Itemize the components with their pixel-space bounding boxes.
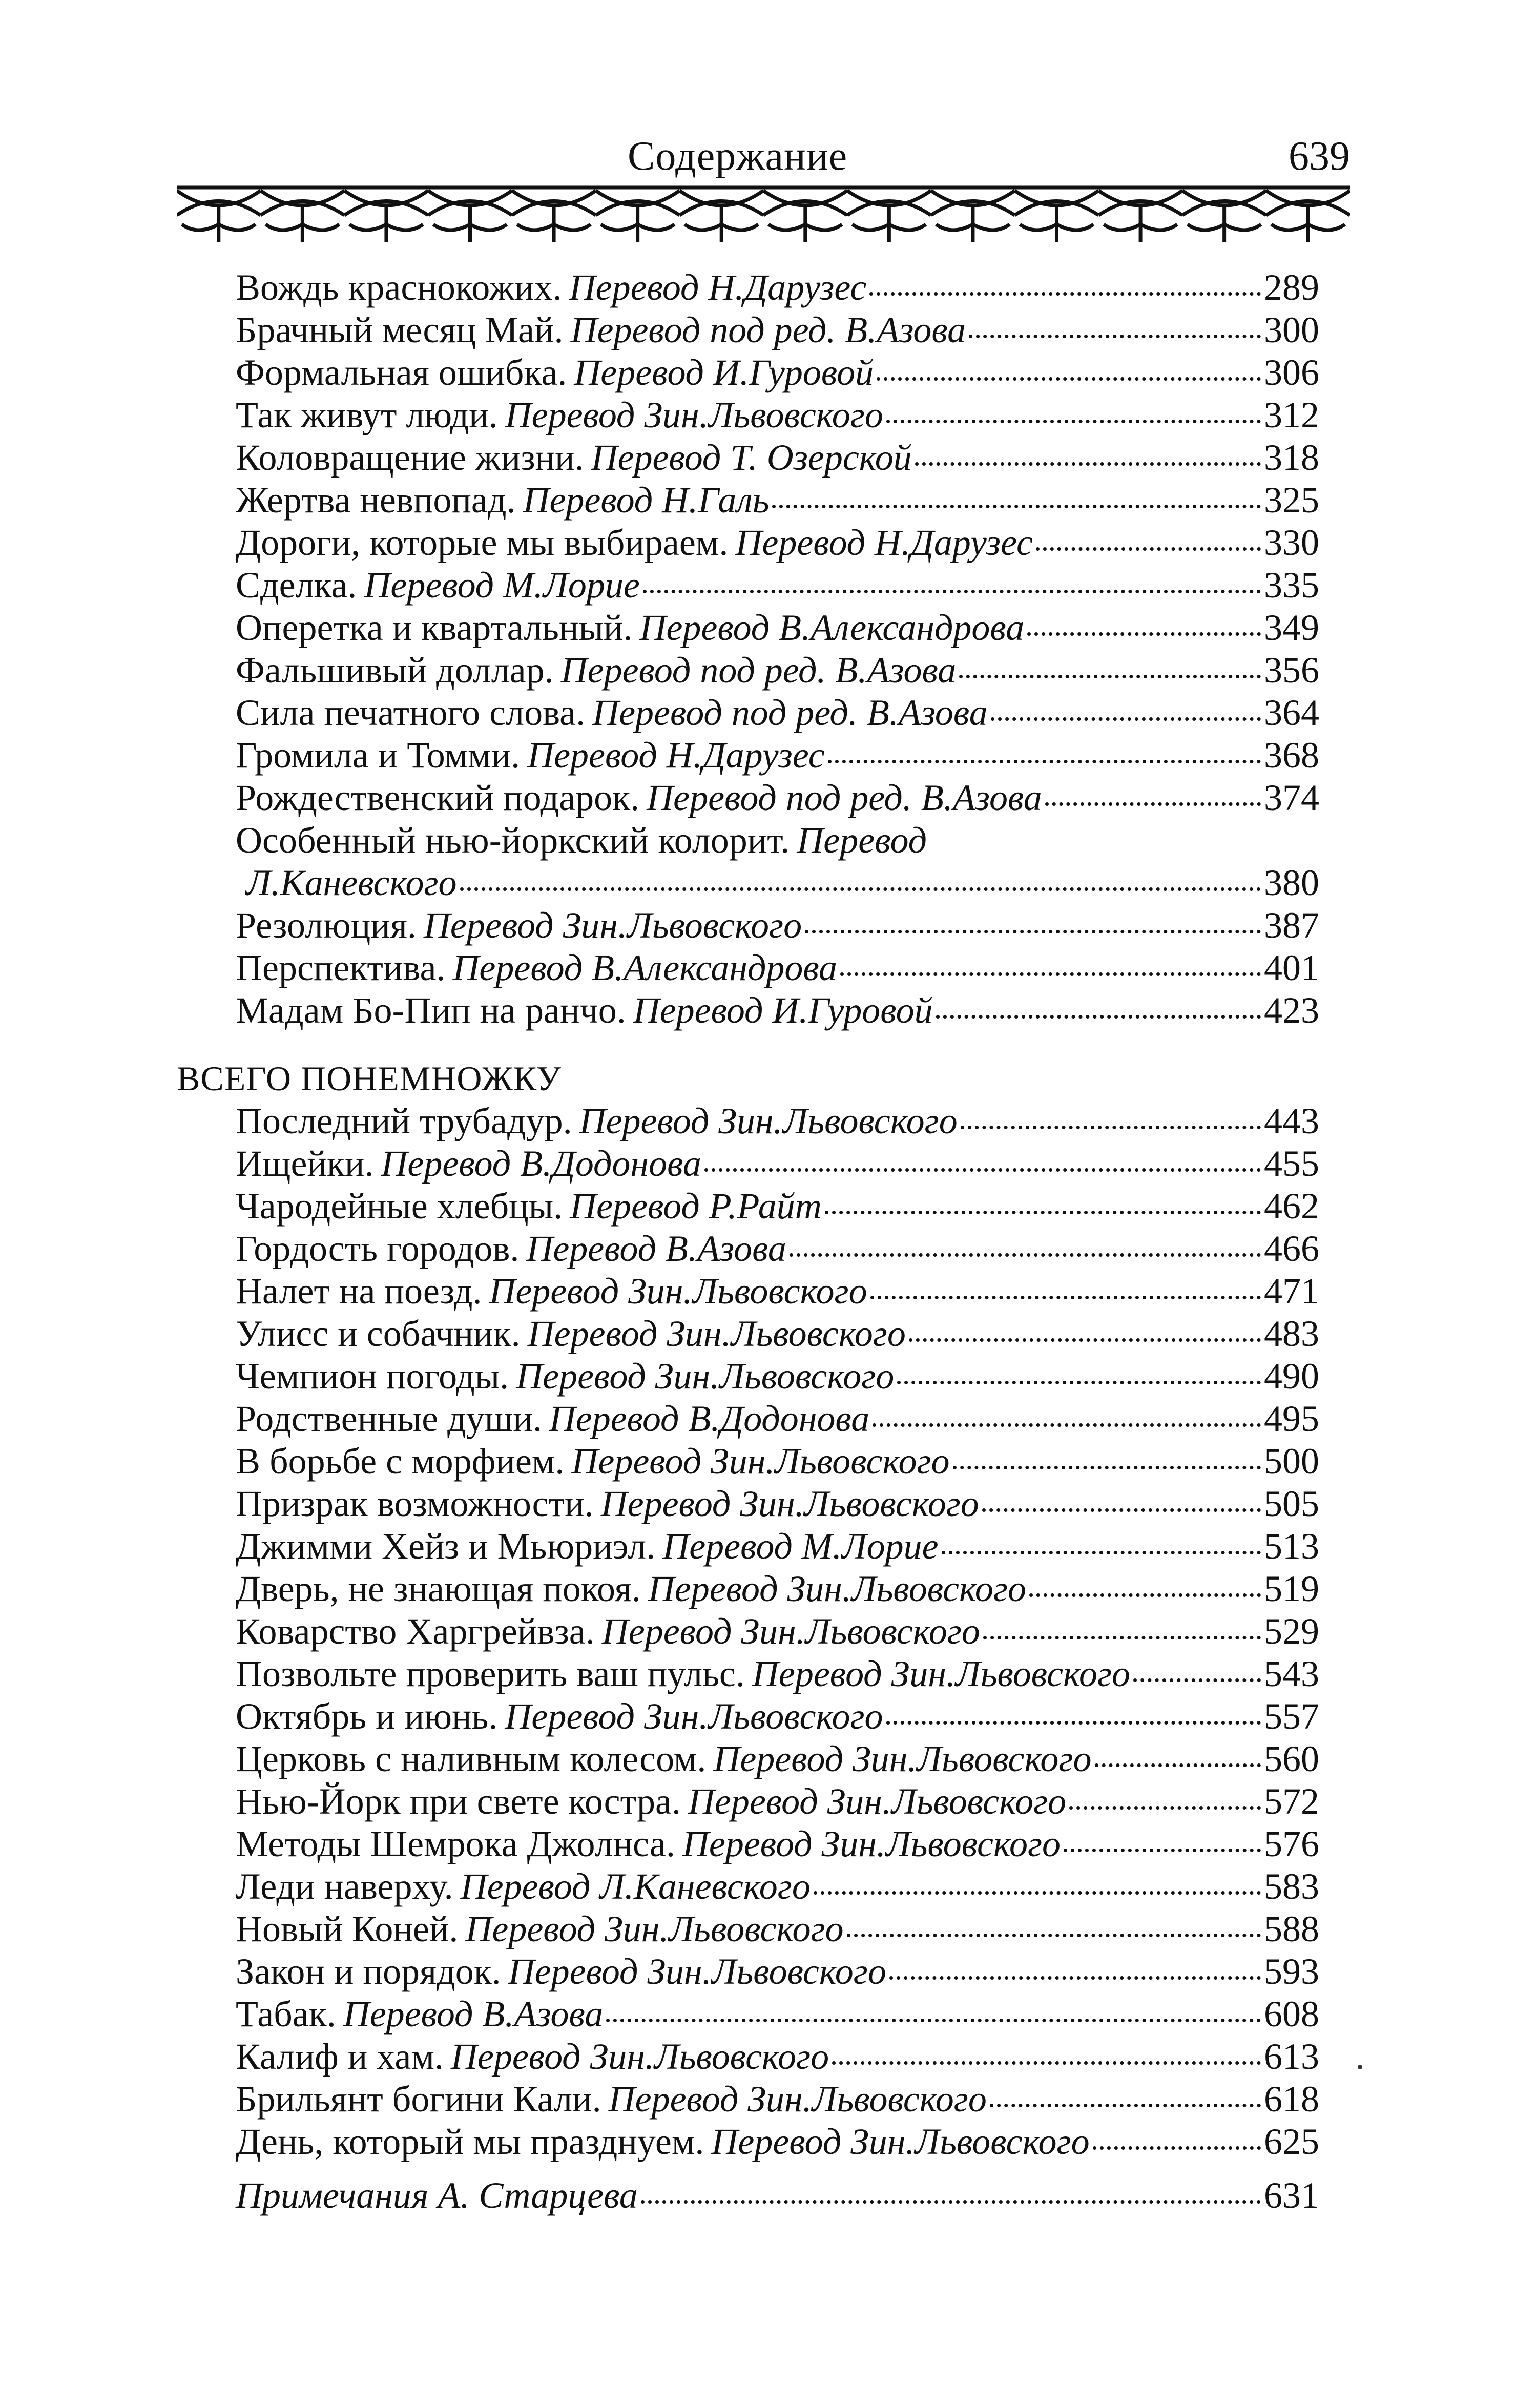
toc-entry-notes: [236, 2174, 1319, 2217]
entry-title: Гордость городов.: [236, 1228, 520, 1269]
toc-entry: [236, 1865, 1319, 1908]
leader-dots: [936, 1015, 1261, 1019]
entry-translator: Перевод Зин.Львовского: [688, 1781, 1067, 1822]
entry-translator: Перевод Зин.Львовского: [608, 2079, 987, 2120]
toc-entry: [236, 989, 1319, 1032]
entry-title: Октябрь и июнь.: [236, 1696, 498, 1737]
leader-dots: [869, 292, 1261, 296]
entry-translator: Перевод В.Додонова: [549, 1398, 870, 1439]
leader-dots: [982, 1508, 1261, 1512]
toc-entry-multiline-continuation: [246, 862, 1319, 904]
entry-page: 356: [1264, 650, 1319, 691]
leader-dots: [889, 1976, 1261, 1980]
leader-dots: [909, 1338, 1261, 1342]
leader-dots: [643, 590, 1261, 593]
toc-entry: [236, 1908, 1319, 1950]
entry-translator: Перевод В.Додонова: [381, 1143, 701, 1184]
entry-page: 543: [1264, 1653, 1319, 1694]
leader-dots: [877, 377, 1261, 381]
entry-title: Рождественский подарок.: [236, 777, 640, 818]
entry-translator: Перевод под ред. В.Азова: [592, 692, 988, 733]
entry-translator: Перевод Зин.Львовского: [648, 1568, 1026, 1609]
toc-entry: [236, 1780, 1319, 1823]
toc-entry: [236, 1228, 1319, 1270]
entry-translator: Перевод И.Гуровой: [574, 352, 874, 393]
entry-title: Особенный нью-йоркский колорит.: [236, 820, 790, 861]
entry-page: 443: [1264, 1101, 1319, 1141]
entry-page: 560: [1264, 1738, 1319, 1779]
leader-dots: [772, 505, 1261, 508]
entry-translator: Перевод Н.Дарузес: [735, 522, 1033, 563]
entry-page: 618: [1264, 2079, 1319, 2120]
entry-page: 513: [1264, 1526, 1319, 1567]
toc-entry: [236, 1185, 1319, 1228]
entry-translator: Перевод Л.Каневского: [460, 1866, 811, 1907]
entry-page: 588: [1264, 1908, 1319, 1949]
entry-page: 318: [1264, 437, 1319, 478]
entry-title: Коловращение жизни.: [236, 437, 584, 478]
entry-page: 374: [1264, 777, 1319, 818]
entry-translator: Перевод Зин.Львовского: [601, 1611, 980, 1652]
entry-page: 471: [1264, 1271, 1319, 1312]
entry-title: Джимми Хейз и Мьюриэл.: [236, 1526, 656, 1567]
toc-entry: [236, 1653, 1319, 1695]
entry-title: День, который мы празднуем.: [236, 2121, 704, 2162]
leader-dots: [897, 1381, 1261, 1384]
toc-entry: [236, 564, 1319, 607]
entry-translator: Перевод Зин.Львовского: [579, 1101, 958, 1141]
entry-translator: Перевод В.Александрова: [452, 947, 838, 988]
running-title: Содержание: [628, 134, 848, 179]
entry-translator: Перевод Зин.Львовского: [711, 2121, 1090, 2162]
toc-entry: [236, 1440, 1319, 1483]
toc-entry: [236, 1738, 1319, 1780]
leader-dots: [1095, 1763, 1261, 1767]
leader-dots: [990, 2104, 1261, 2107]
entry-page: 380: [1264, 862, 1319, 903]
entry-page: 625: [1264, 2121, 1319, 2162]
entry-page: 500: [1264, 1441, 1319, 1482]
entry-title: Коварство Харгрейвза.: [236, 1611, 595, 1652]
leader-dots: [641, 2200, 1261, 2204]
leader-dots: [805, 930, 1261, 933]
leader-dots: [828, 760, 1261, 763]
entry-translator: Перевод под ред. В.Азова: [570, 309, 966, 350]
leader-dots: [1036, 547, 1261, 551]
entry-page: 306: [1264, 352, 1319, 393]
entry-page: 529: [1264, 1611, 1319, 1652]
entry-translator: Перевод: [797, 820, 927, 861]
leader-dots: [915, 462, 1261, 466]
entry-page: 387: [1264, 905, 1319, 946]
leader-dots: [704, 1168, 1261, 1172]
page-number: 639: [1289, 134, 1350, 179]
notes-title: Примечания А. Старцева: [236, 2175, 638, 2216]
toc-entry: [236, 309, 1319, 351]
entry-translator: Перевод Зин.Львовского: [682, 1823, 1061, 1864]
toc-entry: [236, 1313, 1319, 1355]
entry-translator: Перевод Н.Галь: [523, 480, 770, 521]
entry-translator: Перевод под ред. В.Азова: [560, 650, 957, 691]
toc-entry: [236, 904, 1319, 947]
toc-entry: [236, 437, 1319, 479]
leader-dots: [1064, 1849, 1261, 1852]
entry-translator: Перевод Зин.Львовского: [713, 1738, 1092, 1779]
toc-entry: [236, 351, 1319, 394]
toc-entry-multiline: [236, 819, 1319, 862]
entry-translator: Перевод В.Азова: [343, 1994, 604, 2035]
section-heading: ВСЕГО ПОНЕМНОЖКУ: [177, 1059, 562, 1098]
entry-title: Нью-Йорк при свете костра.: [236, 1781, 681, 1822]
entry-translator: Перевод В.Александрова: [639, 607, 1025, 648]
entry-title: Методы Шемрока Джолнса.: [236, 1823, 675, 1864]
notes-page: 631: [1264, 2175, 1319, 2216]
leader-dots: [1093, 2146, 1261, 2150]
entry-page: 300: [1264, 309, 1319, 350]
leader-dots: [959, 675, 1261, 678]
ornamental-border: [177, 184, 1350, 246]
entry-translator: Перевод Зин.Львовского: [752, 1653, 1131, 1694]
entry-page: 505: [1264, 1483, 1319, 1524]
entry-title: В борьбе с морфием.: [236, 1441, 565, 1482]
entry-title: Брильянт богини Кали.: [236, 2079, 601, 2120]
toc-entry: [236, 1993, 1319, 2036]
entry-page: 466: [1264, 1228, 1319, 1269]
entry-title: Фальшивый доллар.: [236, 650, 554, 691]
entry-translator: Перевод Р.Райт: [570, 1186, 822, 1227]
entry-page: 576: [1264, 1823, 1319, 1864]
entry-translator: Перевод Н.Дарузес: [569, 267, 867, 308]
entry-translator: Перевод под ред. В.Азова: [647, 777, 1042, 818]
entry-title: Табак.: [236, 1994, 336, 2035]
ornament-scallop-bottom: [177, 201, 1350, 216]
entry-title: Так живут люди.: [236, 395, 498, 435]
entry-translator: Перевод Зин.Львовского: [600, 1483, 979, 1524]
print-speck: [1358, 2065, 1362, 2069]
entry-page: 289: [1264, 267, 1319, 308]
entry-title: Резолюция.: [236, 905, 417, 946]
entry-title: Дверь, не знающая покоя.: [236, 1568, 641, 1609]
leader-dots: [983, 1636, 1261, 1639]
entry-title: Налет на поезд.: [236, 1271, 482, 1312]
toc-group-1: [177, 266, 1319, 819]
toc-entry: [236, 1950, 1319, 1993]
entry-page: 330: [1264, 522, 1319, 563]
entry-title: Дороги, которые мы выбираем.: [236, 522, 729, 563]
entry-translator: Перевод Н.Дарузес: [527, 735, 825, 776]
entry-page: 608: [1264, 1994, 1319, 2035]
entry-title: Чемпион погоды.: [236, 1356, 509, 1397]
entry-title: Калиф и хам.: [236, 2036, 444, 2077]
toc-group-2: [177, 1100, 1319, 2163]
leader-dots: [991, 717, 1261, 721]
entry-page: 593: [1264, 1951, 1319, 1992]
toc-entry: [236, 394, 1319, 437]
entry-page: 483: [1264, 1313, 1319, 1354]
entry-page: 583: [1264, 1866, 1319, 1907]
entry-page: 368: [1264, 735, 1319, 776]
entry-translator: Перевод Зин.Львовского: [505, 395, 883, 435]
entry-title: Перспектива.: [236, 947, 446, 988]
entry-translator: Перевод Зин.Львовского: [516, 1356, 895, 1397]
entry-translator: Перевод Зин.Львовского: [505, 1696, 883, 1737]
entry-title: Жертва невпопад.: [236, 480, 516, 521]
toc-group-1b: [177, 904, 1319, 1032]
toc-entry: [236, 266, 1319, 309]
toc-entry: [236, 2036, 1319, 2078]
leader-dots: [870, 1296, 1261, 1299]
leader-dots: [942, 1551, 1261, 1554]
entry-page: 462: [1264, 1186, 1319, 1227]
toc-entry: [236, 2121, 1319, 2163]
leader-dots: [606, 2019, 1261, 2022]
leader-dots: [873, 1423, 1261, 1427]
entry-page: 401: [1264, 947, 1319, 988]
toc-entry: [236, 1100, 1319, 1143]
entry-title: Сделка.: [236, 565, 357, 606]
entry-title: Родственные души.: [236, 1398, 542, 1439]
table-of-contents: [177, 266, 1319, 2217]
toc-entry: [236, 479, 1319, 522]
toc-entry: [236, 734, 1319, 777]
entry-page: 312: [1264, 395, 1319, 435]
toc-entry: [236, 1568, 1319, 1610]
toc-entry: [236, 692, 1319, 734]
entry-translator: Перевод Зин.Львовского: [465, 1908, 844, 1949]
entry-title: Призрак возможности.: [236, 1483, 594, 1524]
entry-translator: Перевод Зин.Львовского: [571, 1441, 950, 1482]
leader-dots: [790, 1253, 1261, 1257]
leader-dots: [886, 420, 1261, 423]
entry-page: 325: [1264, 480, 1319, 521]
leader-dots: [1133, 1678, 1261, 1682]
entry-page: 613: [1264, 2036, 1319, 2077]
entry-page: 423: [1264, 990, 1319, 1031]
entry-title: Леди наверху.: [236, 1866, 453, 1907]
leader-dots: [886, 1721, 1261, 1725]
entry-translator: Перевод Зин.Львовского: [489, 1271, 867, 1312]
leader-dots: [953, 1466, 1261, 1469]
entry-translator: Перевод Зин.Львовского: [508, 1951, 886, 1992]
entry-translator: Перевод М.Лорие: [662, 1526, 939, 1567]
leader-dots: [814, 1891, 1261, 1895]
entry-translator-cont: Л.Каневского: [246, 862, 457, 903]
toc-entry: [236, 1695, 1319, 1738]
entry-title: Позвольте проверить ваш пульс.: [236, 1653, 745, 1694]
entry-title: Церковь с наливным колесом.: [236, 1738, 707, 1779]
leader-dots: [1045, 802, 1261, 806]
leader-dots: [847, 1934, 1261, 1937]
entry-page: 364: [1264, 692, 1319, 733]
ornament-scallop-top: [177, 191, 1350, 205]
leader-dots: [832, 2061, 1261, 2065]
entry-title: Вождь краснокожих.: [236, 267, 562, 308]
leader-dots: [840, 972, 1261, 976]
toc-entry: [236, 1483, 1319, 1525]
entry-translator: Перевод Зин.Львовского: [450, 2036, 829, 2077]
toc-entry: [236, 2078, 1319, 2121]
toc-entry: [236, 1823, 1319, 1865]
entry-page: 490: [1264, 1356, 1319, 1397]
leader-dots: [1029, 1593, 1261, 1597]
entry-title: Улисс и собачник.: [236, 1313, 521, 1354]
entry-page: 572: [1264, 1781, 1319, 1822]
toc-entry: [236, 607, 1319, 649]
toc-entry: [236, 1610, 1319, 1653]
leader-dots: [1069, 1806, 1261, 1810]
leader-dots: [825, 1211, 1261, 1214]
toc-entry: [236, 1525, 1319, 1568]
entry-title: Формальная ошибка.: [236, 352, 567, 393]
entry-translator: Перевод М.Лорие: [364, 565, 640, 606]
entry-translator: Перевод И.Гуровой: [633, 990, 933, 1031]
entry-translator: Перевод В.Азова: [526, 1228, 786, 1269]
leader-dots: [1027, 632, 1261, 636]
entry-title: Сила печатного слова.: [236, 692, 586, 733]
toc-entry: [236, 649, 1319, 692]
toc-entry: [236, 1270, 1319, 1313]
entry-translator: Перевод Зин.Львовского: [527, 1313, 906, 1354]
entry-page: 495: [1264, 1398, 1319, 1439]
entry-title: Оперетка и квартальный.: [236, 607, 633, 648]
leader-dots: [460, 887, 1261, 891]
leader-dots: [961, 1126, 1261, 1129]
entry-page: 455: [1264, 1143, 1319, 1184]
entry-title: Мадам Бо-Пип на ранчо.: [236, 990, 626, 1031]
entry-page: 557: [1264, 1696, 1319, 1737]
entry-title: Новый Коней.: [236, 1908, 459, 1949]
entry-page: 349: [1264, 607, 1319, 648]
toc-entry: [236, 1398, 1319, 1440]
entry-title: Ищейки.: [236, 1143, 374, 1184]
entry-title: Брачный месяц Май.: [236, 309, 564, 350]
toc-entry: [236, 947, 1319, 989]
entry-translator: Перевод Зин.Львовского: [423, 905, 802, 946]
entry-translator: Перевод Т. Озерской: [591, 437, 912, 478]
entry-title: Последний трубадур.: [236, 1101, 572, 1141]
toc-entry: [236, 777, 1319, 819]
toc-entry: [236, 1143, 1319, 1185]
toc-entry: [236, 1355, 1319, 1398]
entry-page: 335: [1264, 565, 1319, 606]
entry-title: Закон и порядок.: [236, 1951, 501, 1992]
entry-page: 519: [1264, 1568, 1319, 1609]
entry-title: Громила и Томми.: [236, 735, 521, 776]
toc-entry: [236, 522, 1319, 564]
entry-title: Чародейные хлебцы.: [236, 1186, 563, 1227]
leader-dots: [969, 335, 1261, 338]
